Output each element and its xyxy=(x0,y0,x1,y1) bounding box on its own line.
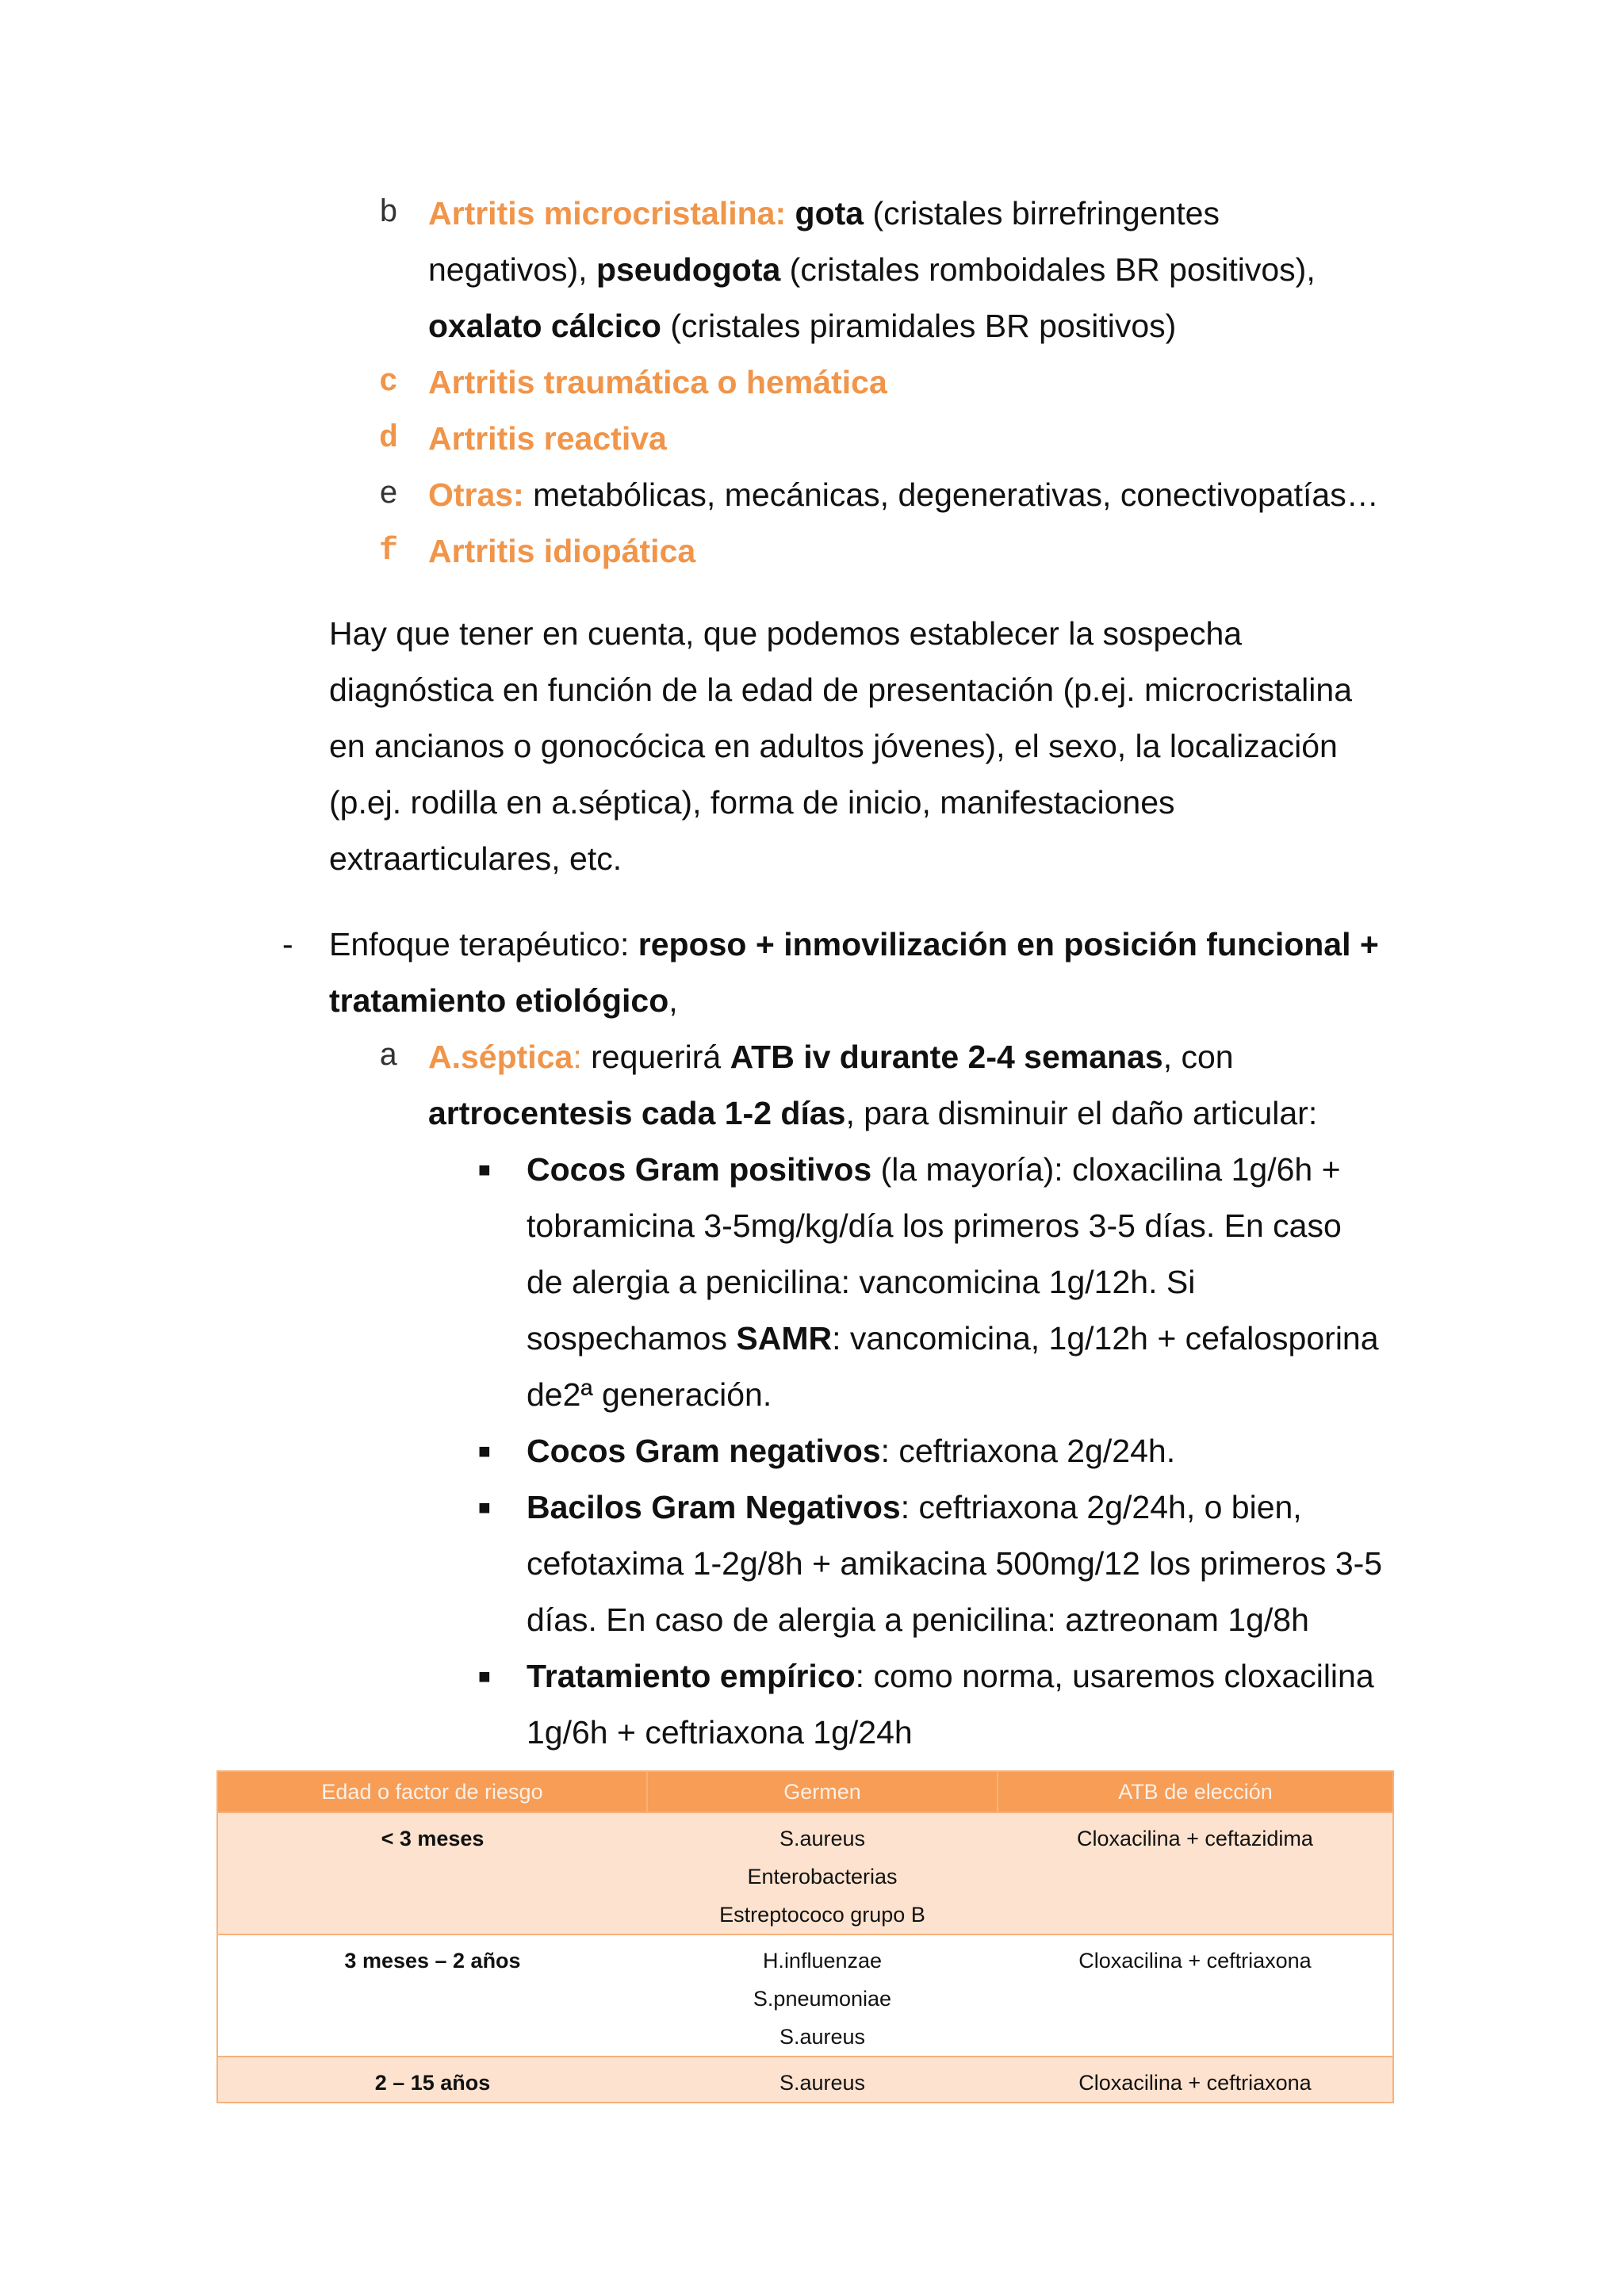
germ-cell xyxy=(647,2057,998,2103)
bullet-item: Cocos Gram negativos: ceftriaxona 2g/24h. xyxy=(527,1433,1176,1469)
germ-name: S.pneumoniae xyxy=(753,1987,892,2011)
bullet-item: Cocos Gram positivos (la mayoría): cloxacilina 1g/6h + xyxy=(527,1151,1341,1188)
germ-cell xyxy=(647,1812,998,1934)
table-header-row xyxy=(217,1771,1393,1812)
paragraph-line: Hay que tener en cuenta, que podemos establecer la sospecha xyxy=(329,615,1243,652)
bullet-item: Tratamiento empírico: como norma, usaremos cloxacilina xyxy=(527,1658,1374,1694)
paragraph-line: en ancianos o gonocócica en adultos jóvenes), el sexo, la localización xyxy=(329,728,1338,764)
header-germ: Germen xyxy=(647,1771,998,1812)
approach-line-2: tratamiento etiológico, xyxy=(329,982,678,1019)
header-age: Edad o factor de riesgo xyxy=(217,1771,647,1812)
age-cell: 2 – 15 años xyxy=(217,2057,647,2103)
list-item-continuation: oxalato cálcico (cristales piramidales BR positivos) xyxy=(428,308,1177,344)
bullet-item-continuation: de alergia a penicilina: vancomicina 1g/12h. Si xyxy=(527,1264,1196,1300)
list-item: Artritis traumática o hemática xyxy=(428,364,887,400)
atb-cell: Cloxacilina + ceftriaxona xyxy=(998,1934,1393,2057)
list-marker: e xyxy=(379,477,399,513)
dash-marker: - xyxy=(282,926,293,962)
list-item: Otras: metabólicas, mecánicas, degenerativas, conectivopatías… xyxy=(428,476,1379,513)
bullet-item-continuation: 1g/6h + ceftriaxona 1g/24h xyxy=(527,1714,913,1751)
paragraph-line: (p.ej. rodilla en a.séptica), forma de inicio, manifestaciones xyxy=(329,784,1175,821)
list-marker: f xyxy=(379,534,399,569)
age-cell: 3 meses – 2 años xyxy=(217,1934,647,2057)
header-atb: ATB de elección xyxy=(998,1771,1393,1812)
atb-cell: Cloxacilina + ceftriaxona xyxy=(998,2057,1393,2103)
bullet-item-continuation: tobramicina 3-5mg/kg/día los primeros 3-5 días. En caso xyxy=(527,1207,1342,1244)
atb-cell: Cloxacilina + ceftazidima xyxy=(998,1812,1393,1934)
list-item: Artritis microcristalina: gota (cristales birrefringentes xyxy=(428,195,1220,232)
septic-line-1: A.séptica: requerirá ATB iv durante 2-4 semanas, con xyxy=(428,1039,1234,1075)
bullet-item-continuation: de2ª generación. xyxy=(527,1376,772,1413)
bullet-item: Bacilos Gram Negativos: ceftriaxona 2g/24h, o bien, xyxy=(527,1489,1302,1525)
bullet-item-continuation: días. En caso de alergia a penicilina: aztreonam 1g/8h xyxy=(527,1601,1309,1638)
bullet-item-continuation: sospechamos SAMR: vancomicina, 1g/12h + cefalosporina xyxy=(527,1320,1379,1357)
age-cell: < 3 meses xyxy=(217,1812,647,1934)
paragraph-line: extraarticulares, etc. xyxy=(329,840,622,877)
germ-name: S.aureus xyxy=(779,2071,866,2095)
list-item-continuation: negativos), pseudogota (cristales romboidales BR positivos), xyxy=(428,251,1316,288)
list-item: Artritis reactiva xyxy=(428,420,667,457)
list-marker: c xyxy=(379,365,399,400)
antibiotic-table xyxy=(216,1770,1394,2103)
list-marker: a xyxy=(379,1039,399,1075)
list-marker: b xyxy=(379,196,399,232)
bullet-item-continuation: cefotaxima 1-2g/8h + amikacina 500mg/12 los primeros 3-5 xyxy=(527,1545,1383,1582)
germ-name: S.aureus xyxy=(779,2025,866,2049)
square-bullet-icon: ■ xyxy=(478,1664,491,1688)
germ-name: H.influenzae xyxy=(762,1949,883,1973)
approach-line-1: Enfoque terapéutico: reposo + inmovilización en posición funcional + xyxy=(329,926,1379,962)
germ-name: Estreptococo grupo B xyxy=(719,1903,925,1927)
list-item: Artritis idiopática xyxy=(428,533,696,569)
square-bullet-icon: ■ xyxy=(478,1495,491,1519)
septic-line-2: artrocentesis cada 1-2 días, para disminuir el daño articular: xyxy=(428,1095,1318,1131)
germ-cell xyxy=(647,1934,998,2057)
diagnosis-paragraph xyxy=(329,606,1439,887)
paragraph-line: diagnóstica en función de la edad de presentación (p.ej. microcristalina xyxy=(329,672,1352,708)
square-bullet-icon: ■ xyxy=(478,1158,491,1181)
square-bullet-icon: ■ xyxy=(478,1439,491,1463)
table-row xyxy=(217,2057,1393,2103)
table-row xyxy=(217,1934,1393,2057)
germ-name: S.aureus xyxy=(779,1827,866,1850)
table-row xyxy=(217,1812,1393,1934)
germ-name: Enterobacterias xyxy=(747,1865,898,1888)
list-marker: d xyxy=(379,421,399,457)
